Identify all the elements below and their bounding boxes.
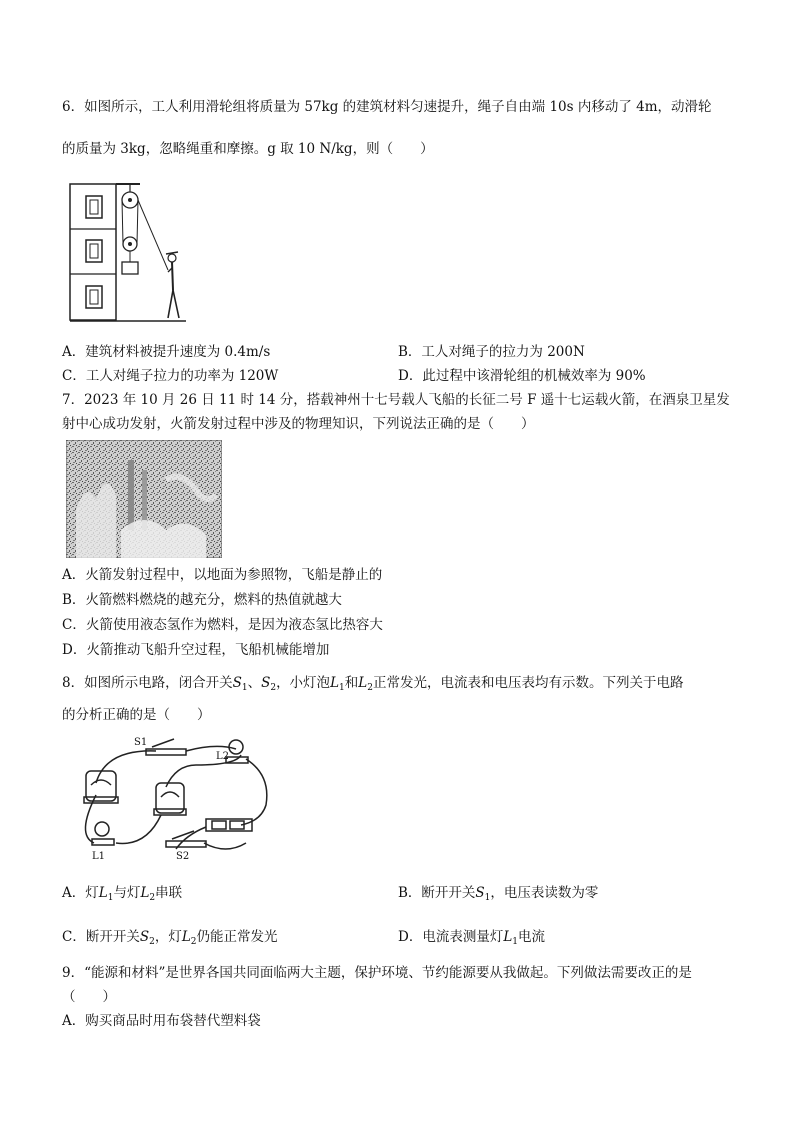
q6-option-a: A．建筑材料被提升速度为 0.4m/s [62, 344, 271, 360]
q8-option-a: A．灯$L_1$与灯$L_2$串联 [62, 885, 183, 903]
q7-option-b: B．火箭燃料燃烧的越充分，燃料的热值就越大 [62, 592, 342, 608]
q9-stem-line2: （ ） [62, 989, 116, 1005]
q7-stem-line1: 7．2023 年 10 月 26 日 11 时 14 分，搭载神州十七号载人飞船的长征二号 F 遥十七运载火箭，在酒泉卫星发 [62, 392, 730, 408]
q8-option-c: C．断开开关$S_2$，灯$L_2$仍能正常发光 [62, 929, 278, 947]
q8-stem-line2: 的分析正确的是（ ） [62, 707, 211, 723]
q6-option-b: B．工人对绳子的拉力为 200N [398, 344, 585, 360]
fig-label-s2: S2 [176, 851, 190, 862]
q6-stem-line2: 的质量为 3kg，忽略绳重和摩擦。g 取 10 N/kg，则（ ） [62, 141, 434, 157]
fig-label-l1: L1 [92, 851, 106, 862]
q9-option-a: A．购买商品时用布袋替代塑料袋 [62, 1013, 261, 1029]
q9-stem-line1: 9．“能源和材料”是世界各国共同面临两大主题，保护环境、节约能源要从我做起。下列做法需要改正的是 [62, 965, 692, 981]
q6-pulley-figure [68, 180, 188, 325]
q7-stem-line2: 射中心成功发射，火箭发射过程中涉及的物理知识，下列说法正确的是（ ） [62, 416, 535, 432]
fig-label-l2: L2 [216, 751, 230, 762]
q8-circuit-figure [66, 735, 276, 863]
q7-option-c: C．火箭使用液态氢作为燃料，是因为液态氢比热容大 [62, 617, 383, 633]
q8-option-d: D．电流表测量灯$L_1$电流 [398, 929, 546, 947]
q6-option-d: D．此过程中该滑轮组的机械效率为 90% [398, 368, 646, 384]
q8-option-b: B．断开开关$S_1$，电压表读数为零 [398, 885, 599, 903]
q7-option-d: D．火箭推动飞船升空过程，飞船机械能增加 [62, 642, 330, 658]
q7-option-a: A．火箭发射过程中，以地面为参照物，飞船是静止的 [62, 567, 383, 583]
q6-stem-line1: 6．如图所示，工人利用滑轮组将质量为 57kg 的建筑材料匀速提升，绳子自由端 10s 内移动了 4m，动滑轮 [62, 99, 712, 115]
fig-label-s1: S1 [134, 737, 148, 748]
q6-option-c: C．工人对绳子拉力的功率为 120W [62, 368, 279, 384]
q7-rocket-launch-photo [66, 440, 222, 558]
q8-stem-line1: 8．如图所示电路，闭合开关$S_1$、$S_2$，小灯泡$L_1$和$L_2$正常发光，电流表和电压表均有示数。下列关于电路 [62, 675, 684, 693]
